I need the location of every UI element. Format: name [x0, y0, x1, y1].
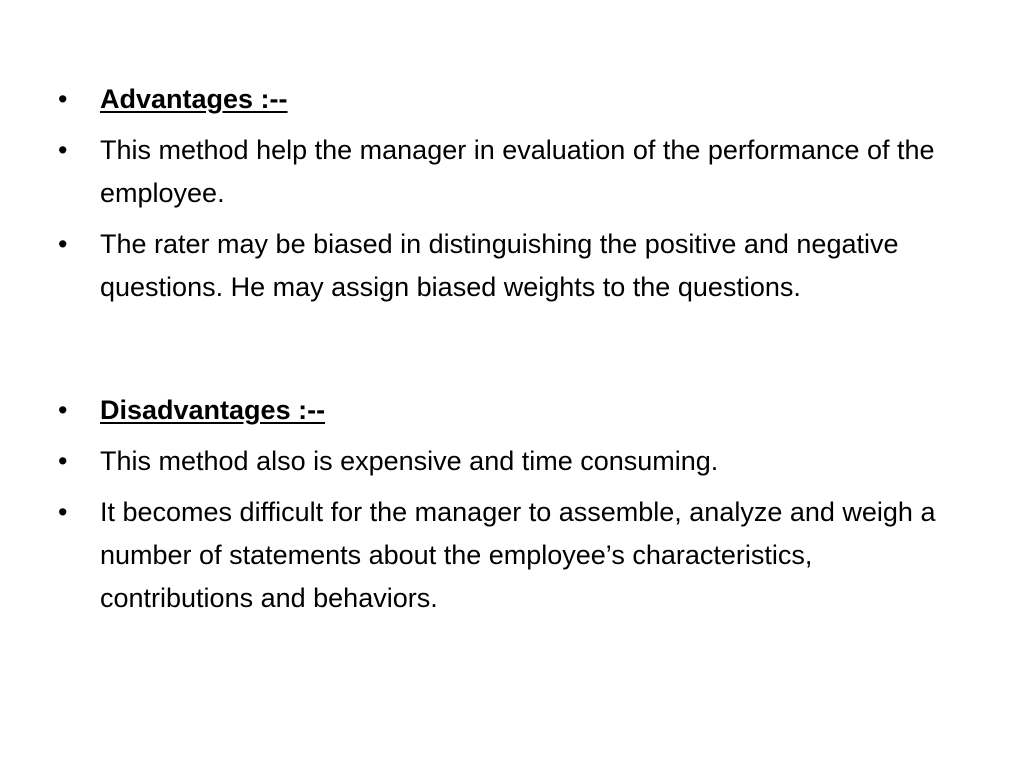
bullet-icon: •: [58, 135, 68, 165]
section-spacer: [58, 317, 958, 389]
advantages-point-2: [58, 223, 958, 309]
bullet-list: [58, 78, 958, 628]
advantages-point-text: This method help the manager in evaluation of the performance of the employee.: [100, 135, 935, 208]
advantages-heading: Advantages :--: [100, 84, 288, 114]
disadvantages-heading: Disadvantages :--: [100, 395, 326, 425]
disadvantages-point-text: This method also is expensive and time consuming.: [100, 446, 719, 476]
bullet-icon: •: [58, 229, 68, 259]
bullet-icon: •: [58, 84, 68, 114]
bullet-icon: •: [58, 446, 68, 476]
disadvantages-point-1: [58, 440, 958, 483]
bullet-icon: •: [58, 497, 68, 527]
advantages-point-1: [58, 129, 958, 215]
advantages-heading-item: [58, 78, 958, 121]
disadvantages-point-text: It becomes difficult for the manager to assemble, analyze and weigh a number of statements about the employee’s characteristics, contributions and behaviors.: [100, 497, 936, 613]
disadvantages-heading-item: [58, 389, 958, 432]
bullet-icon: •: [58, 395, 68, 425]
advantages-point-text: The rater may be biased in distinguishing the positive and negative questions. He may assign biased weights to the questions.: [100, 229, 899, 302]
disadvantages-point-2: [58, 491, 958, 620]
